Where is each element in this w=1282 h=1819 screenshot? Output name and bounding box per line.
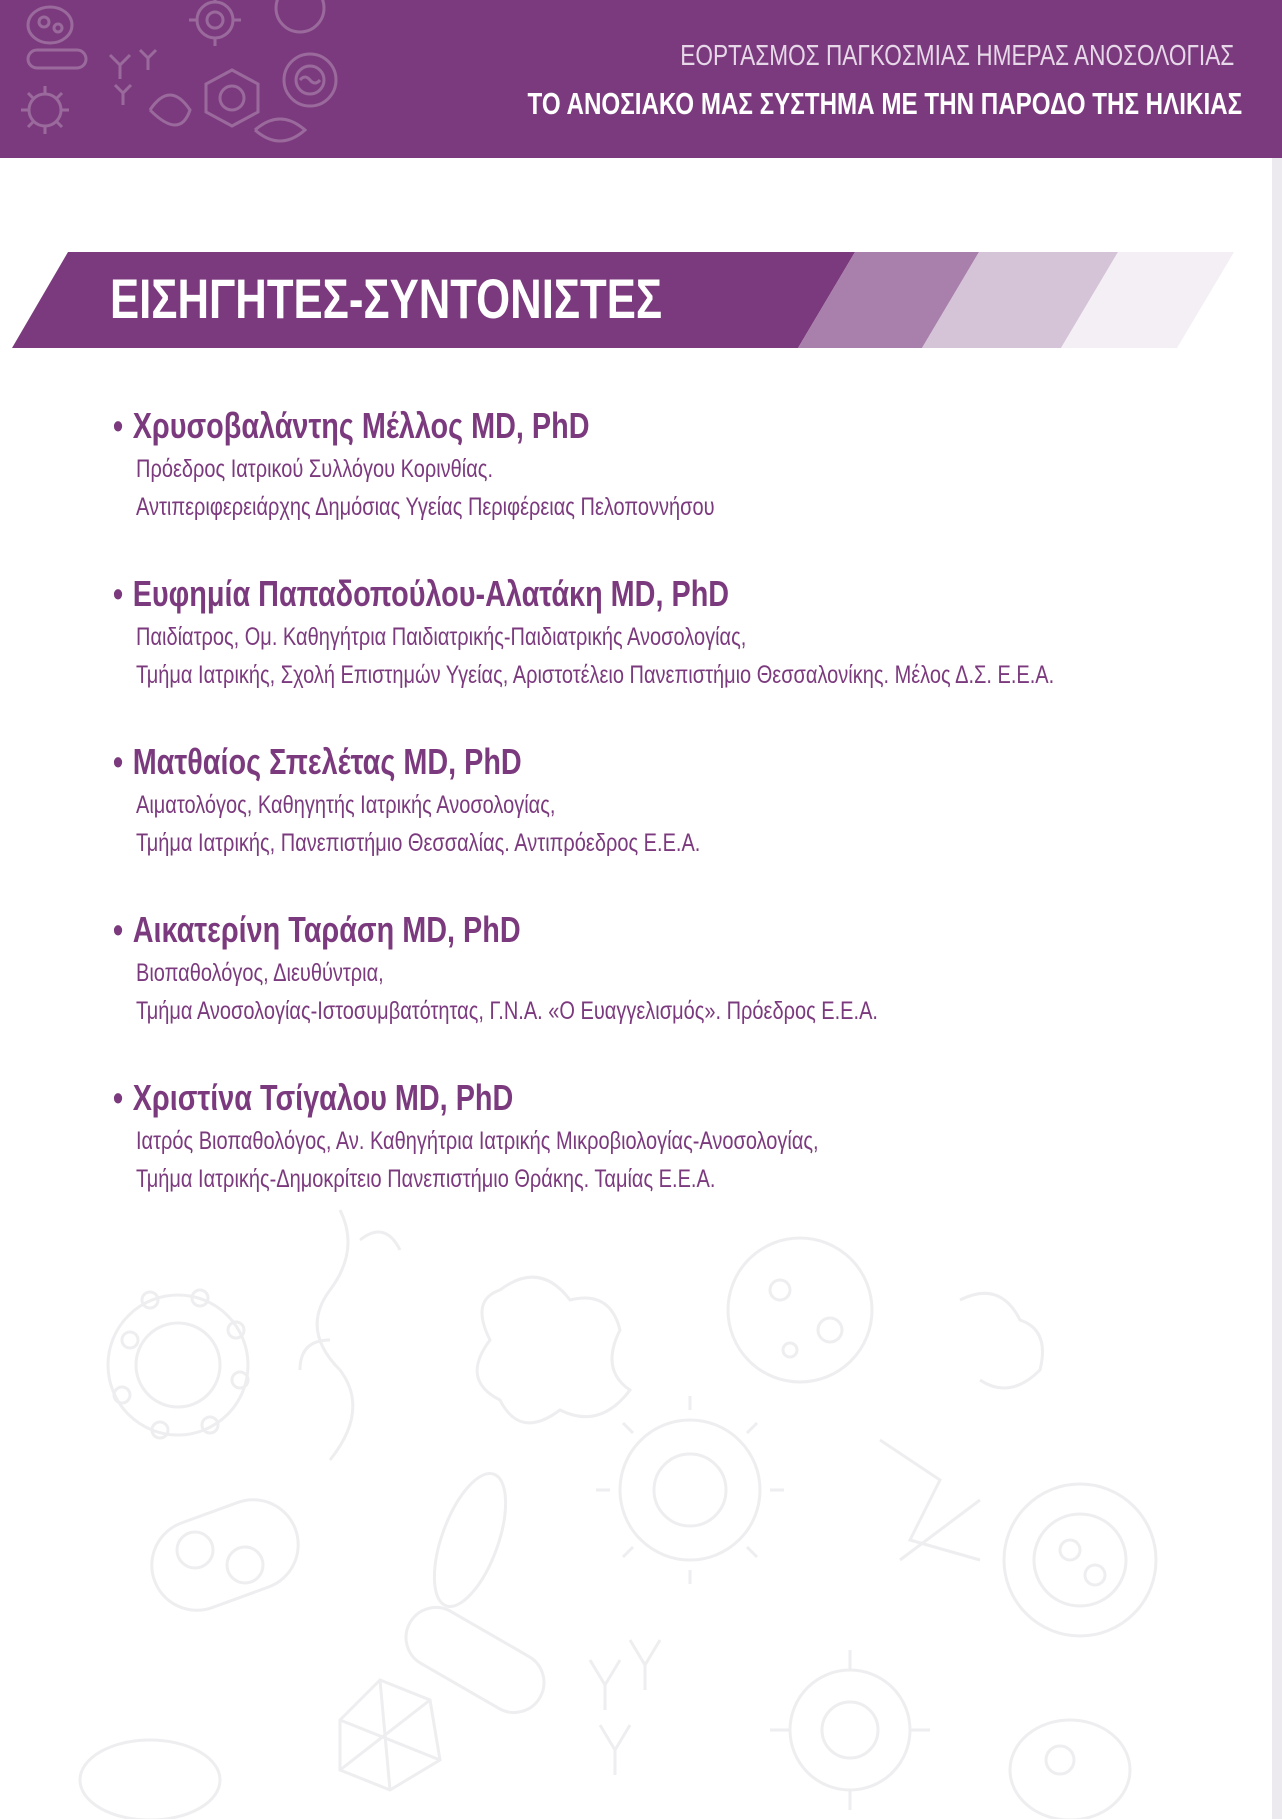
speaker-name-text: Ματθαίος Σπελέτας MD, PhD [132,741,522,782]
speaker-name [113,909,521,951]
speaker-name-text: Χριστίνα Τσίγαλου MD, PhD [132,1077,514,1118]
header-event-subtitle: ΤΟ ΑΝΟΣΙΑΚΟ ΜΑΣ ΣΥΣΤΗΜΑ ΜΕ ΤΗΝ ΠΑΡΟΔΟ ΤΗΣ ΗΛΙΚΙΑΣ [527,86,1242,121]
speaker-name [113,1077,513,1119]
speaker-item [113,573,1193,741]
speaker-affiliation-line2: Τμήμα Ιατρικής, Πανεπιστήμιο Θεσσαλίας. Αντιπρόεδρος Ε.Ε.Α. [136,829,701,857]
bullet-icon: • [113,405,124,446]
speaker-item [113,909,1193,1077]
bullet-icon: • [113,909,124,950]
header-bar [0,0,1282,158]
speaker-affiliation-line2: Τμήμα Ανοσολογίας-Ιστοσυμβατότητας, Γ.Ν.Α. «Ο Ευαγγελισμός». Πρόεδρος Ε.Ε.Α. [136,997,878,1025]
speaker-affiliation-line1: Παιδίατρος, Ομ. Καθηγήτρια Παιδιατρικής-Παιδιατρικής Ανοσολογίας, [136,623,747,651]
speaker-affiliation-line2: Τμήμα Ιατρικής, Σχολή Επιστημών Υγείας, Αριστοτέλειο Πανεπιστήμιο Θεσσαλονίκης. Μέλος Δ.Σ. Ε.Ε.Α. [136,661,1055,689]
speaker-affiliation-line1: Αιματολόγος, Καθηγητής Ιατρικής Ανοσολογίας, [136,791,556,819]
speaker-name [113,573,729,615]
bullet-icon: • [113,741,124,782]
speaker-name-text: Χρυσοβαλάντης Μέλλος MD, PhD [132,405,590,446]
header-event-title: ΕΟΡΤΑΣΜΟΣ ΠΑΓΚΟΣΜΙΑΣ ΗΜΕΡΑΣ ΑΝΟΣΟΛΟΓΙΑΣ [679,40,1234,72]
speaker-item [113,405,1193,573]
speaker-item [113,741,1193,909]
speaker-name-text: Αικατερίνη Ταράση MD, PhD [132,909,521,950]
speaker-name [113,741,522,783]
section-title: ΕΙΣΗΓΗΤΕΣ-ΣΥΝΤΟΝΙΣΤΕΣ [110,267,663,330]
bullet-icon: • [113,573,124,614]
speaker-affiliation-line1: Ιατρός Βιοπαθολόγος, Αν. Καθηγήτρια Ιατρικής Μικροβιολογίας-Ανοσολογίας, [136,1127,819,1155]
speaker-name [113,405,590,447]
bullet-icon: • [113,1077,124,1118]
speaker-affiliation-line2: Τμήμα Ιατρικής-Δημοκρίτειο Πανεπιστήμιο Θράκης. Ταμίας Ε.Ε.Α. [136,1165,716,1193]
background-microbe-icon [0,1180,1272,1819]
speaker-affiliation-line1: Βιοπαθολόγος, Διευθύντρια, [136,959,384,987]
speakers-list [113,405,1193,1245]
speaker-name-text: Ευφημία Παπαδοπούλου-Αλατάκη MD, PhD [132,573,730,614]
speaker-affiliation-line2: Αντιπεριφερειάρχης Δημόσιας Υγείας Περιφέρειας Πελοποννήσου [136,493,715,521]
speaker-affiliation-line1: Πρόεδρος Ιατρικού Συλλόγου Κορινθίας. [136,455,494,483]
microbe-pattern-icon [0,0,360,158]
